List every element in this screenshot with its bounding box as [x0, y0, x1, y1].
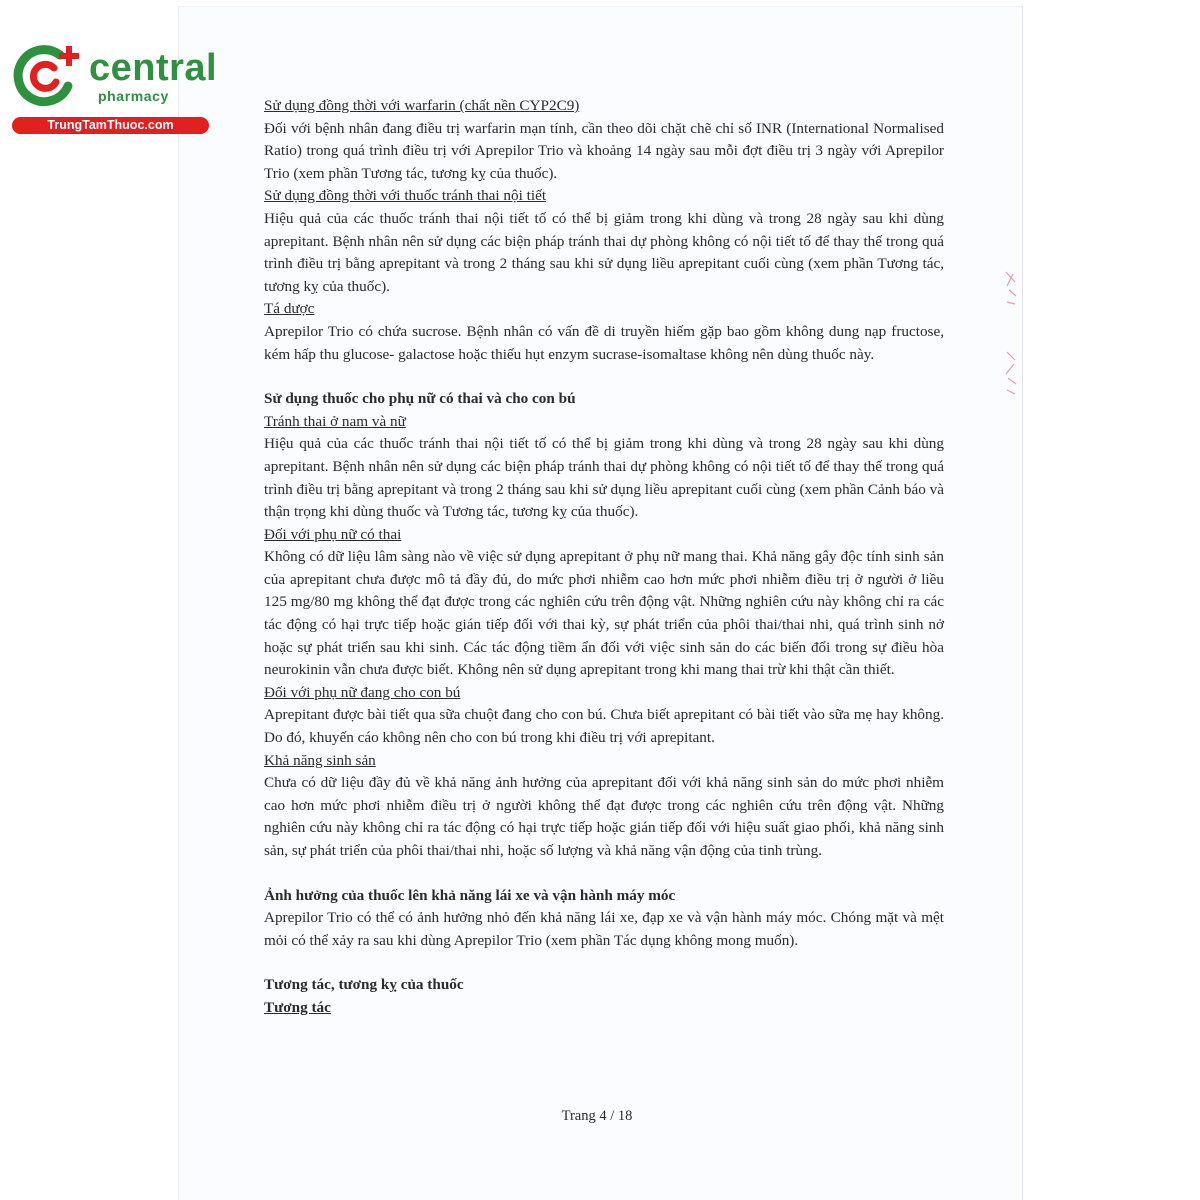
section-title: Tránh thai ở nam và nữ	[264, 412, 406, 430]
section-title: Tá dược	[264, 300, 315, 318]
spacer	[264, 952, 944, 974]
page-footer	[0, 1108, 1200, 1125]
section-subheading: Tương tác	[264, 998, 331, 1016]
logo-name: central	[89, 47, 218, 89]
stamp-mark-icon	[1003, 348, 1019, 396]
logo-subtitle: pharmacy	[98, 88, 169, 104]
document-body	[264, 95, 944, 1020]
section-title: Đối với phụ nữ đang cho con bú	[264, 683, 461, 701]
spacer	[264, 366, 944, 388]
scan-edge	[179, 6, 1022, 7]
section-paragraph: Hiệu quả của các thuốc tránh thai nội tiết tố có thể bị giảm trong khi dùng và trong 28 ngày sau khi dùng aprepitant. Bệnh nhân nên sử dụng các biện pháp tránh thai dự phòng không có nội tiết tố để thay thế trong quá trình điều trị bằng aprepitant và trong 2 tháng sau khi sử dụng liều aprepitant cuối cùng (xem phần Tương tác, tương kỵ của thuốc).	[264, 209, 944, 295]
section-title: Sử dụng đồng thời với warfarin (chất nền CYP2C9)	[264, 97, 580, 114]
section-paragraph: Chưa có dữ liệu đầy đủ về khả năng ảnh hưởng của aprepitant đối với khả năng sinh sản do mức phơi nhiễm cao hơn mức phơi nhiễm điều trị ở người không thể đạt được trong các nghiên cứu trên động vật. Những nghiên cứu này không chỉ ra tác động có hại trực tiếp hoặc gián tiếp đối với hiệu suất giao phối, khả năng sinh sản, sự phát triển của phôi thai/thai nhi, hoặc số lượng và khả năng vận động của tinh trùng.	[264, 774, 944, 859]
logo-url-badge: TrungTamThuoc.com	[12, 117, 209, 134]
section-paragraph: Đối với bệnh nhân đang điều trị warfarin mạn tính, cần theo dõi chặt chẽ chỉ số INR (International Normalised Ratio) trong quá trình điều trị với Aprepilor Trio và khoảng 14 ngày sau mỗi đợt điều trị 3 ngày với Aprepilor Trio (xem phần Tương tác, tương kỵ của thuốc).	[264, 119, 944, 182]
central-pharmacy-logo[interactable]	[10, 38, 218, 138]
section-paragraph: Aprepitant được bài tiết qua sữa chuột đang cho con bú. Chưa biết aprepitant có bài tiết vào sữa mẹ hay không. Do đó, khuyến cáo không nên cho con bú trong khi điều trị với aprepitant.	[264, 706, 944, 747]
pharmacy-logo-icon	[10, 38, 84, 112]
spacer	[264, 863, 944, 885]
section-title: Đối với phụ nữ có thai	[264, 525, 402, 543]
page-number: Trang 4 / 18	[561, 1108, 633, 1124]
section-heading: Ảnh hưởng của thuốc lên khả năng lái xe và vận hành máy móc	[264, 886, 676, 904]
section-paragraph: Aprepilor Trio có chứa sucrose. Bệnh nhân có vấn đề di truyền hiếm gặp bao gồm không dung nạp fructose, kém hấp thu glucose- galactose hoặc thiếu hụt enzym sucrase-isomaltase không nên dùng thuốc này.	[264, 322, 944, 363]
section-paragraph: Aprepilor Trio có thể có ảnh hưởng nhỏ đến khả năng lái xe, đạp xe và vận hành máy móc. Chóng mặt và mệt mỏi có thể xảy ra sau khi dùng Aprepilor Trio (xem phần Tác dụng không mong muốn).	[264, 909, 944, 949]
section-heading: Sử dụng thuốc cho phụ nữ có thai và cho con bú	[264, 390, 576, 408]
section-title: Sử dụng đồng thời với thuốc tránh thai nội tiết	[264, 187, 547, 205]
section-paragraph: Không có dữ liệu lâm sàng nào về việc sử dụng aprepitant ở phụ nữ mang thai. Khả năng gây độc tính sinh sản của aprepitant chưa được mô tả đầy đủ, do mức phơi nhiễm cao hơn mức phơi nhiễm điều trị ở người ở liều 125 mg/80 mg không thể đạt được trong các nghiên cứu trên động vật. Những nghiên cứu này không chỉ ra các tác động có hại trực tiếp hoặc gián tiếp đối với thai kỳ, sự phát triển của phôi thai/thai nhi, quá trình sinh nở hoặc sự phát triển sau khi sinh. Các tác động tiềm ẩn đối với việc sinh sản do các biến đổi trong sự điều hòa neurokinin vẫn chưa được biết. Không nên sử dụng aprepitant trong khi mang thai trừ khi thật cần thiết.	[264, 548, 944, 679]
stamp-mark-icon	[1003, 268, 1019, 308]
section-paragraph: Hiệu quả của các thuốc tránh thai nội tiết tố có thể bị giảm trong khi dùng và trong 28 ngày sau khi dùng aprepitant. Bệnh nhân nên sử dụng các biện pháp tránh thai dự phòng không có nội tiết tố để thay thế trong quá trình điều trị bằng aprepitant và trong 2 tháng sau khi sử dụng liều aprepitant cuối cùng (xem phần Cảnh báo và thận trọng khi dùng thuốc và Tương tác, tương kỵ của thuốc).	[264, 435, 944, 521]
section-heading: Tương tác, tương kỵ của thuốc	[264, 976, 464, 994]
section-title: Khả năng sinh sản	[264, 751, 376, 769]
